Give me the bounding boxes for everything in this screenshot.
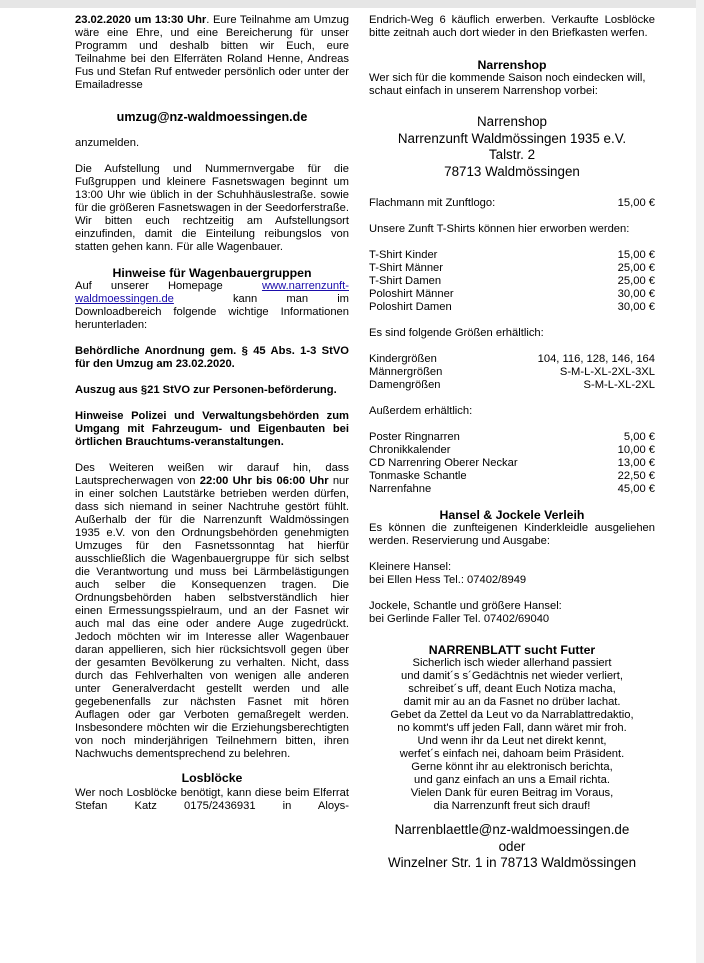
poem-line: Und wenn ihr da Leut net direkt kennt, (417, 735, 607, 747)
intro-text: . Eure Teilnahme am Umzug wäre eine Ehre, und eine Bereicherung für unser Programm und deshalb bitten wir Euch, eure Teilnahme bei den Elferräten Roland Henne, Andreas Fus und Stefan Ruf entweder persönlich oder unter der Emailadresse (75, 14, 349, 91)
tshirt-intro: Unsere Zunft T-Shirts können hier erworben werden: (369, 223, 630, 235)
poem-line: werfet´s einfach nei, dahoam beim Präsident. (399, 748, 625, 760)
scrollbar-track[interactable] (696, 0, 704, 963)
event-date: 23.02.2020 um 13:30 Uhr (75, 14, 207, 26)
or-text: oder (498, 838, 526, 854)
download-item-1: Behördliche Anordnung gem. § 45 Abs. 1-3 StVO für den Umzug am 23.02.2020. (75, 345, 349, 370)
size-row: Damengrößen S-M-L-XL-2XL (369, 379, 655, 391)
price-row: Poloshirt Damen 30,00 € (369, 301, 655, 313)
jockele-contact: bei Gerlinde Faller Tel. 07402/69040 (369, 613, 550, 625)
extras-intro: Außerdem erhältlich: (369, 405, 473, 417)
size-row: Männergrößen S-M-L-XL-2XL-3XL (369, 366, 655, 378)
price-row: T-Shirt Damen 25,00 € (369, 275, 655, 287)
price-row: T-Shirt Männer 25,00 € (369, 262, 655, 274)
address-line: Narrenshop (477, 114, 547, 129)
hansel-text: Es können die zunfteigenen Kinderkleidle ausgeliehen werden. Reservierung und Ausgabe: (369, 522, 655, 547)
poem-line: Sicherlich isch wieder allerhand passiert (412, 657, 612, 669)
extras-list (369, 431, 655, 496)
poem-line: Vielen Dank für euren Beitrag im Voraus, (410, 787, 614, 799)
poem-line: und ganz einfach an uns a Email richta. (414, 774, 610, 786)
download-item-3: Hinweise Polizei und Verwaltungsbehörden zum Umgang mit Fahrzeugum- und Eigenbauten bei örtlichen Brauchtums-veranstaltungen. (75, 410, 349, 448)
shirt-list (369, 249, 655, 314)
address-line: Talstr. 2 (488, 147, 536, 162)
size-list (369, 353, 655, 392)
price-row: Tonmaske Schantle 22,50 € (369, 470, 655, 482)
homepage-link-cont[interactable]: waldmoessingen.de (75, 293, 174, 305)
heading-narrenblatt: NARRENBLATT sucht Futter (428, 643, 596, 657)
jockele-label: Jockele, Schantle und größere Hansel: (369, 600, 562, 612)
losbloecke-text: Wer noch Losblöcke benötigt, kann diese beim Elferrat Stefan Katz 0175/2436931 in Aloys- (75, 787, 349, 812)
poem-line: Gebet da Zettel da Leut vo da Narrablattredaktio, (390, 709, 634, 721)
heading-losbloecke: Losblöcke (181, 771, 243, 785)
signup-email[interactable]: umzug@nz-waldmoessingen.de (116, 110, 308, 124)
price-row: CD Narrenring Oberer Neckar 13,00 € (369, 457, 655, 469)
top-bar (0, 0, 704, 8)
poem-line: Gerne könnt ihr au elektronisch berichta, (411, 761, 613, 773)
poem-line: dia Narrenzunft freut sich drauf! (433, 800, 591, 812)
price-row: Poloshirt Männer 30,00 € (369, 288, 655, 300)
size-row: Kindergrößen 104, 116, 128, 146, 164 (369, 353, 655, 365)
homepage-post: kann man im (232, 293, 349, 305)
price-row: Narrenfahne 45,00 € (369, 483, 655, 495)
address-line: Narrenzunft Waldmössingen 1935 e.V. (397, 130, 627, 146)
address-line: 78713 Waldmössingen (444, 163, 580, 179)
heading-hansel: Hansel & Jockele Verleih (439, 508, 585, 522)
price-row: T-Shirt Kinder 15,00 € (369, 249, 655, 261)
poem (369, 657, 655, 813)
heading-narrenshop: Narrenshop (477, 58, 547, 72)
poem-line: no kommt's uff jeden Fall, dann wäret mir froh. (397, 722, 627, 734)
download-item-2: Auszug aus §21 StVO zur Personen-beförderung. (75, 384, 337, 396)
loudspeaker-paragraph: Des Weiteren weißen wir darauf hin, dass Lautsprecherwagen von 22:00 Uhr bis 06:00 Uhr nur in einer solchen Lautstärke betrieben werden dürfen, dass sich niemand in seiner Nachtruhe gestört fühlt. Außerhalb der für die Narrenzunft Waldmössingen 1935 e.V. von den Ordnungsbehörden genehmigten Umzuges für den Fasnetssonntag hat hierfür ausschließlich die Wagenbauergruppe für sich selbst die Verantwortung und muss bei Lärmbelästigungen auch selber die Konsequenzen tragen. Die Ordnungsbehörden haben selbstverständlich hier einen Ermessungsspielraum, und an der Fasnet wir auch mal das eine oder andere Auge zugedrückt. Jedoch möchten wir im Interesse aller Wagenbauer daran appellieren, sich hier rücksichtsvoll gegen über der gesamten Bevölkerung zu verhalten. Nicht, dass durch das Fehlverhalten von wenigen alle anderen unter Generalverdacht gestellt werden und alle gegebenenfalls zur nächsten Fasnet mit hören Auflagen oder gar Verboten gemaßregelt werden. Insbesondere möchten wir die Erziehungsberechtigten von noch minderjährigen Teilnehmern bitten, ihren Nachwuchs dementsprechend zu belehren. (75, 462, 350, 760)
narrenblatt-address: Winzelner Str. 1 in 78713 Waldmössingen (387, 855, 637, 870)
hansel-small-label: Kleinere Hansel: (369, 561, 452, 573)
homepage-download: Downloadbereich folgende wichtige Informationen herunterladen: (75, 306, 349, 331)
price-row: Poster Ringnarren 5,00 € (369, 431, 655, 443)
intro-paragraph (75, 14, 349, 92)
sizes-intro: Es sind folgende Größen erhältlich: (369, 327, 544, 339)
price-row: Chronikkalender 10,00 € (369, 444, 655, 456)
homepage-link[interactable]: www.narrenzunft- (261, 280, 349, 292)
poem-line: und damit´s s´Gedächtnis net wieder verliert, (401, 670, 623, 682)
signup-suffix: anzumelden. (75, 137, 140, 149)
losbloecke-text-cont: Endrich-Weg 6 käuflich erwerben. Verkaufte Losblöcke bitte zeitnah auch dort wieder in den Briefkasten werfen. (369, 14, 655, 39)
homepage-paragraph (75, 280, 349, 332)
hansel-small-contact: bei Ellen Hess Tel.: 07402/8949 (369, 574, 527, 586)
left-column (75, 14, 349, 813)
poem-line: damit mir au an da Fasnet no drüber lachat. (403, 696, 621, 708)
homepage-pre: Auf unserer Homepage (75, 280, 223, 292)
narrenblatt-email[interactable]: Narrenblaettle@nz-waldmoessingen.de (394, 822, 630, 837)
price-row: Flachmann mit Zunftlogo: 15,00 € (369, 197, 655, 209)
heading-wagenbauer: Hinweise für Wagenbauergruppen (112, 266, 312, 280)
poem-line: schreibet´s uff, deant Euch Notiza macha, (408, 683, 616, 695)
shop-intro: Wer sich für die kommende Saison noch eindecken will, schaut einfach in unserem Narrenshop vorbei: (369, 72, 646, 97)
right-column (369, 14, 655, 872)
shop-address (369, 114, 655, 180)
lineup-paragraph: Die Aufstellung und Nummernvergabe für die Fußgruppen und kleinere Fasnetswagen beginnt um 13:00 Uhr wie üblich in der Schuhhäuslestraße. sowie für die größeren Fasnetswagen in der Seedorferstraße. Wir bitten euch rechtzeitig am Aufstellungsort einzufinden, damit die Einteilung reibungslos von statten gehen kann. Für alle Wagenbauer. (75, 163, 349, 253)
